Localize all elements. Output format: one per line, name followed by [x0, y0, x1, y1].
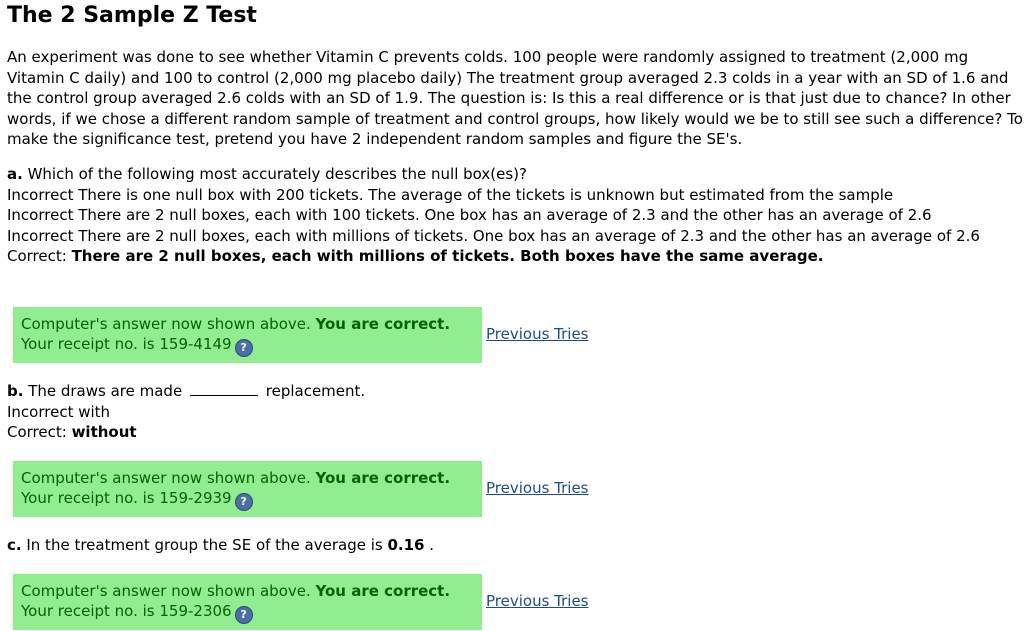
feedback-box-b	[13, 461, 482, 517]
receipt-text: Your receipt no. is 159-2939	[21, 489, 232, 507]
question-b-label: b.	[7, 382, 24, 400]
feedback-correct: You are correct.	[315, 315, 451, 333]
previous-tries-link-b[interactable]: Previous Tries	[486, 479, 589, 497]
correct-answer: without	[71, 423, 137, 441]
question-a-incorrect-3: Incorrect There are 2 null boxes, each with millions of tickets. One box has an average of 2.3 and the other has an average of 2.6	[7, 226, 980, 245]
question-c-suffix: .	[424, 536, 435, 554]
receipt-text: Your receipt no. is 159-4149	[21, 335, 232, 353]
answer-blank	[190, 381, 258, 396]
question-b-prompt	[7, 381, 1019, 402]
feedback-message	[21, 581, 482, 601]
question-b-text: The draws are made	[23, 382, 183, 400]
receipt-line	[21, 334, 482, 357]
feedback-correct: You are correct.	[315, 582, 451, 600]
question-a-incorrect-2: Incorrect There are 2 null boxes, each with 100 tickets. One box has an average of 2.3 and the other has an average of 2.6	[7, 206, 932, 224]
question-b-incorrect: Incorrect with	[7, 402, 111, 421]
question-a	[7, 164, 1019, 267]
question-b	[7, 381, 1019, 443]
previous-tries-link-c[interactable]: Previous Tries	[486, 592, 589, 610]
feedback-text: Computer's answer now shown above.	[21, 315, 316, 333]
question-a-correct	[7, 246, 1019, 267]
feedback-text: Computer's answer now shown above.	[21, 469, 316, 487]
feedback-box-a	[13, 307, 482, 363]
question-b-correct	[7, 422, 1019, 443]
question-a-incorrect-1: Incorrect There is one null box with 200 tickets. The average of the tickets is unknown but estimated from the sample	[7, 185, 894, 204]
question-a-text: Which of the following most accurately describes the null box(es)?	[22, 165, 527, 183]
question-b-text-after: replacement.	[265, 382, 366, 400]
correct-prefix: Correct:	[7, 247, 72, 265]
feedback-box-c	[13, 574, 482, 630]
receipt-line	[21, 488, 482, 511]
help-icon[interactable]: ?	[235, 339, 253, 357]
question-c	[7, 535, 1019, 556]
correct-answer: There are 2 null boxes, each with millions of tickets. Both boxes have the same average.	[71, 247, 824, 265]
question-c-answer: 0.16	[387, 536, 425, 554]
receipt-line	[21, 601, 482, 624]
feedback-correct: You are correct.	[315, 469, 451, 487]
question-c-text: In the treatment group the SE of the average is	[21, 536, 388, 554]
question-c-prompt	[7, 535, 1019, 556]
previous-tries-link-a[interactable]: Previous Tries	[486, 325, 589, 343]
question-a-label: a.	[7, 165, 23, 183]
feedback-message	[21, 314, 482, 334]
question-c-label: c.	[7, 536, 22, 554]
page-title: The 2 Sample Z Test	[7, 3, 257, 28]
help-icon[interactable]: ?	[235, 606, 253, 624]
question-a-prompt	[7, 164, 1019, 185]
correct-prefix: Correct:	[7, 423, 72, 441]
help-icon[interactable]: ?	[235, 493, 253, 511]
feedback-message	[21, 468, 482, 488]
receipt-text: Your receipt no. is 159-2306	[21, 602, 232, 620]
feedback-text: Computer's answer now shown above.	[21, 582, 316, 600]
problem-statement: An experiment was done to see whether Vitamin C prevents colds. 100 people were randomly assigned to treatment (2,000 mg Vitamin C daily) and 100 to control (2,000 mg placebo daily) The treatment group averaged 2.3 colds in a year with an SD of 1.6 and the control group averaged 2.6 colds with an SD of 1.9. The question is: Is this a real difference or is that just due to chance? In other words, if we chose a different random sample of treatment and control groups, how likely would we be to still see such a difference? To make the significance test, pretend you have 2 independent random samples and figure the SE's.	[7, 48, 1023, 148]
